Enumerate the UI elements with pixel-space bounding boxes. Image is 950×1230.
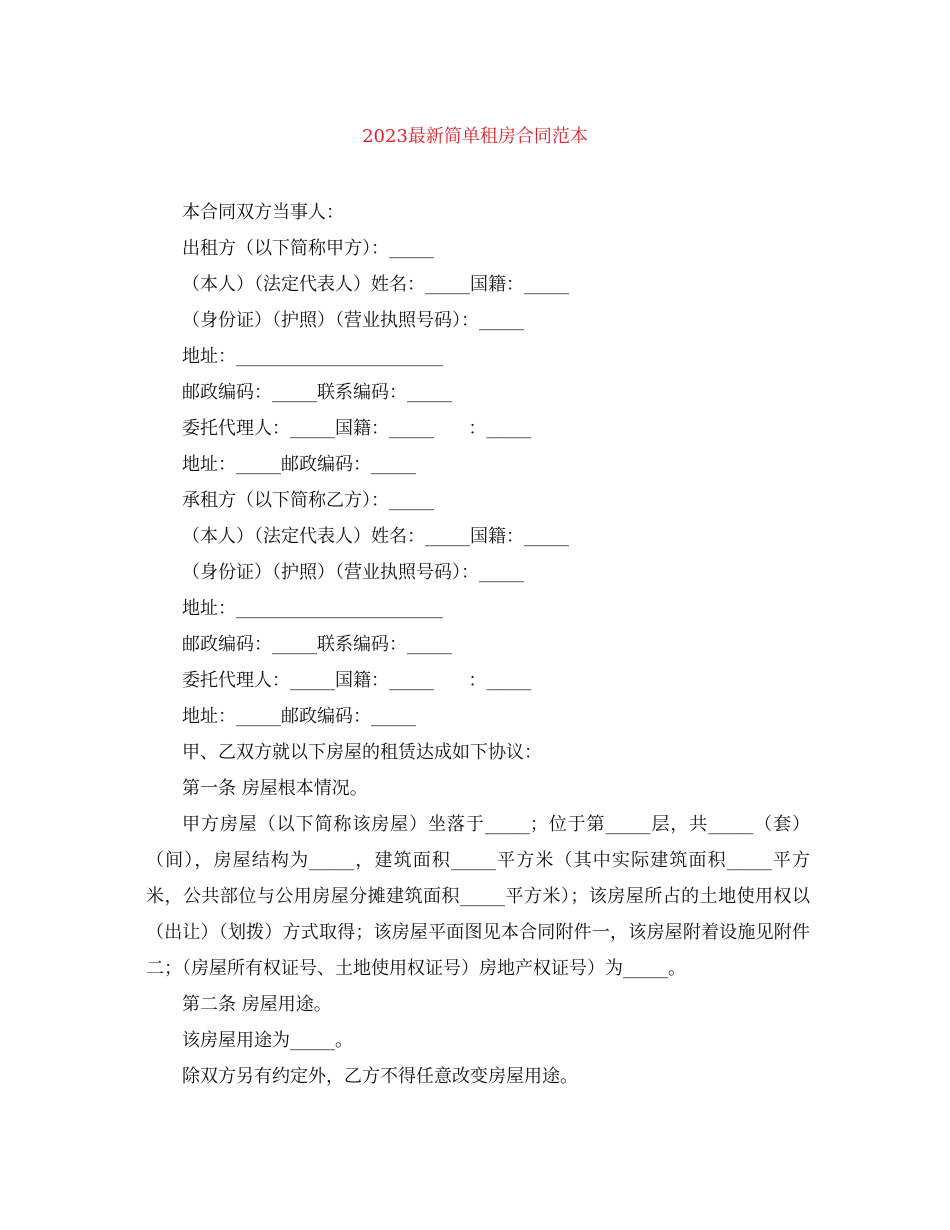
text-line: 地址：_______________________ xyxy=(182,598,443,619)
text-line: 地址：_______________________ xyxy=(182,346,443,367)
text-line: 地址：_____邮政编码：_____ xyxy=(182,706,416,727)
text-line: 承租方（以下简称乙方）：_____ xyxy=(182,490,434,511)
text-line: 地址：_____邮政编码：_____ xyxy=(182,454,416,475)
text-line: 第一条 房屋根本情况。 xyxy=(182,778,368,799)
body-paragraph: 甲方房屋（以下简称该房屋）坐落于_____；位于第_____层，共_____（套）（间），房屋结构为_____，建筑面积_____平方米（其中实际建筑面积_____平方米，公共部位与公用房屋分摊建筑面积_____平方米）；该房屋所占的土地使用权以（出让）（划拨）方式取得；该房屋平面图见本合同附件一，该房屋附着设施见附件二；（房屋所有权证号、土地使用权证号）房地产权证号）为_____。 xyxy=(146,814,810,979)
text-line: 委托代理人：_____国籍：_____ ：_____ xyxy=(182,670,532,691)
document-body xyxy=(146,195,810,1095)
text-line: 出租方（以下简称甲方）：_____ xyxy=(182,238,434,259)
text-line: 第二条 房屋用途。 xyxy=(182,994,332,1015)
text-line: 邮政编码：_____联系编码：_____ xyxy=(182,634,452,655)
text-line: （本人）（法定代表人）姓名：_____国籍：_____ xyxy=(182,274,569,295)
text-line: 本合同双方当事人： xyxy=(182,202,344,223)
text-line: 除双方另有约定外，乙方不得任意改变房屋用途。 xyxy=(182,1066,578,1087)
text-line: （本人）（法定代表人）姓名：_____国籍：_____ xyxy=(182,526,569,547)
text-line: （身份证）（护照）（营业执照号码）：_____ xyxy=(182,562,524,583)
text-line: 委托代理人：_____国籍：_____ ：_____ xyxy=(182,418,532,439)
text-line: 该房屋用途为_____。 xyxy=(182,1030,353,1051)
document-title: 2023最新简单租房合同范本 xyxy=(362,126,588,147)
text-line: （身份证）（护照）（营业执照号码）：_____ xyxy=(182,310,524,331)
text-line: 邮政编码：_____联系编码：_____ xyxy=(182,382,452,403)
text-line: 甲、乙双方就以下房屋的租赁达成如下协议： xyxy=(182,742,542,763)
